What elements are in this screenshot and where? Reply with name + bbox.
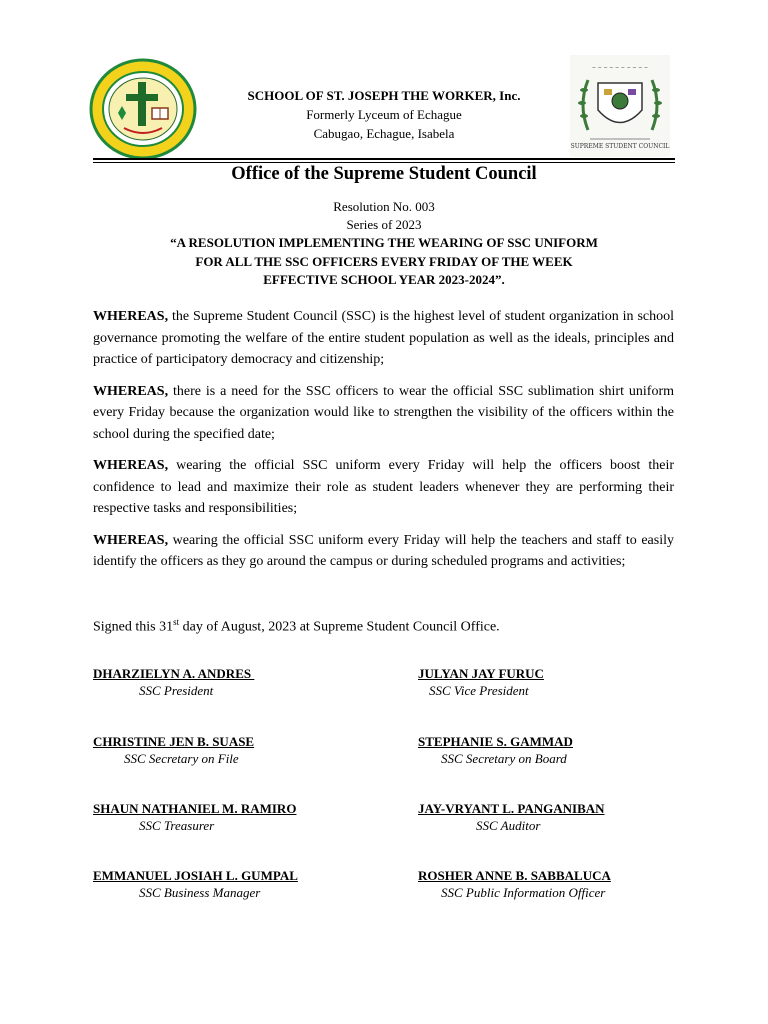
- signatory-title: SSC Vice President: [429, 683, 529, 698]
- signatory-name: SHAUN NATHANIEL M. RAMIRO: [93, 801, 297, 816]
- whereas-text: there is a need for the SSC officers to wear the official SSC sublimation shirt uniform every Friday because the organization would like to strengthen the visibility of the officers within the school during the specified date;: [93, 383, 674, 442]
- signatory-title: SSC Public Information Officer: [441, 885, 606, 900]
- school-name: SCHOOL OF ST. JOSEPH THE WORKER, Inc.: [247, 88, 521, 103]
- whereas-text: wearing the official SSC uniform every Friday will help the officers boost their confidence to lead and maximize their role as student leaders whenever they are performing their respective tasks and responsibilities;: [93, 458, 674, 516]
- resolution-title-line: “A RESOLUTION IMPLEMENTING THE WEARING OF SSC UNIFORM: [170, 235, 598, 250]
- signatory-name: JAY-VRYANT L. PANGANIBAN: [418, 801, 605, 816]
- whereas-clause: [93, 381, 674, 446]
- signatory-name: EMMANUEL JOSIAH L. GUMPAL: [93, 868, 298, 883]
- resolution-number-block: [0, 198, 768, 234]
- whereas-text: the Supreme Student Council (SSC) is the highest level of student organization in school governance promoting the welfare of the entire student population as well as the ideals, principles and practice of participatory democracy and citizenship;: [93, 309, 674, 367]
- resolution-body: [93, 306, 674, 583]
- signatory-title: SSC Treasurer: [139, 818, 215, 833]
- signatory-name: JULYAN JAY FURUC: [418, 666, 544, 681]
- resolution-series: Series of 2023: [346, 217, 422, 232]
- signatory-pio: [418, 868, 611, 901]
- resolution-title: [96, 234, 672, 290]
- whereas-clause: [93, 530, 674, 573]
- signatory-title: SSC Secretary on Board: [441, 751, 567, 766]
- ssc-logo: [570, 55, 670, 157]
- signatory-title: SSC President: [139, 683, 214, 698]
- school-seal-logo: [88, 58, 198, 160]
- signatory-vice-president: [418, 666, 544, 699]
- signatory-name: DHARZIELYN A. ANDRES: [93, 666, 255, 681]
- school-address: Cabugao, Echague, Isabela: [313, 126, 455, 141]
- signatory-title: SSC Business Manager: [139, 885, 261, 900]
- whereas-lead: WHEREAS,: [93, 532, 169, 548]
- signatory-business-manager: [93, 868, 298, 901]
- whereas-clause: [93, 455, 674, 520]
- school-former-name: Formerly Lyceum of Echague: [306, 107, 462, 122]
- signatory-title: SSC Auditor: [476, 818, 541, 833]
- whereas-lead: WHEREAS,: [93, 458, 169, 473]
- signatory-name: ROSHER ANNE B. SABBALUCA: [418, 868, 611, 883]
- signatory-name: CHRISTINE JEN B. SUASE: [93, 734, 255, 749]
- signatory-secretary-board: [418, 734, 573, 767]
- school-header: [200, 87, 568, 143]
- ssc-logo-text: SUPREME STUDENT COUNCIL: [570, 143, 670, 150]
- resolution-title-line: EFFECTIVE SCHOOL YEAR 2023-2024”.: [263, 272, 505, 287]
- signatory-title: SSC Secretary on File: [124, 751, 239, 766]
- signed-statement: Signed this 31st day of August, 2023 at Supreme Student Council Office.: [93, 617, 500, 635]
- signatory-name: STEPHANIE S. GAMMAD: [418, 734, 573, 749]
- header-divider-thin: [93, 162, 675, 163]
- office-title: Office of the Supreme Student Council: [231, 164, 537, 184]
- signatory-auditor: [418, 801, 605, 834]
- resolution-number: Resolution No. 003: [333, 199, 435, 214]
- whereas-lead: WHEREAS,: [93, 309, 169, 324]
- whereas-clause: [93, 306, 674, 371]
- whereas-lead: WHEREAS,: [93, 383, 169, 399]
- header-divider-thick: [93, 158, 675, 160]
- signatory-treasurer: [93, 801, 296, 834]
- svg-text:~ ~ ~ ~ ~ ~ ~ ~ ~ ~: ~ ~ ~ ~ ~ ~ ~ ~ ~ ~: [591, 65, 649, 71]
- whereas-text: wearing the official SSC uniform every Friday will help the teachers and staff to easily identify the officers as they go around the campus or during scheduled programs and activities;: [93, 532, 674, 569]
- resolution-title-line: FOR ALL THE SSC OFFICERS EVERY FRIDAY OF THE WEEK: [195, 253, 573, 269]
- signatory-president: [93, 666, 254, 699]
- signatory-secretary-file: [93, 734, 254, 767]
